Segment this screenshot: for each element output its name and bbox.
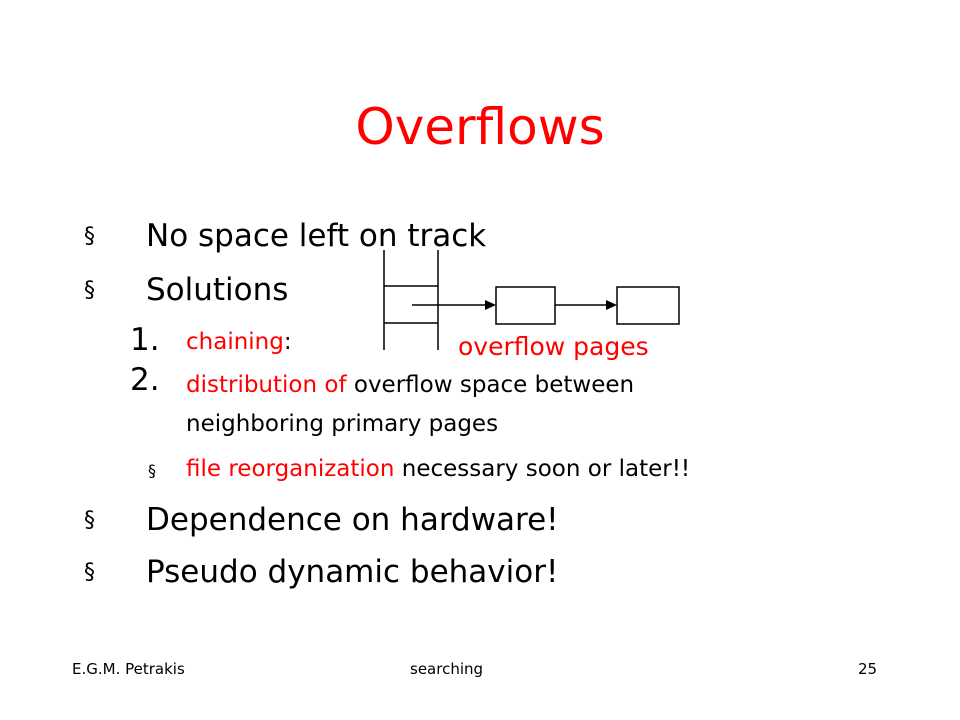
bullet-hardware: Dependence on hardware!	[146, 502, 559, 538]
bullet-no-space: No space left on track	[146, 218, 487, 254]
bullet-icon: §	[84, 224, 95, 249]
solution-chaining-colon: :	[283, 329, 292, 355]
bullet-pseudo-dynamic: Pseudo dynamic behavior!	[146, 554, 559, 590]
footer-topic: searching	[410, 660, 484, 678]
overflow-page-1	[496, 287, 555, 324]
bullet-icon: §	[84, 560, 95, 585]
solution-number: 2.	[130, 362, 160, 398]
overflow-page-2	[617, 287, 679, 324]
solution-distribution-term: distribution of	[186, 372, 347, 398]
footer-page-number: 25	[858, 660, 878, 678]
sub-bullet-rest: necessary soon or later!!	[394, 456, 691, 482]
chain-arrowhead-1	[485, 300, 496, 310]
solution-distribution-rest: overflow space between	[346, 372, 635, 398]
solution-number: 1.	[130, 322, 160, 358]
footer-author: E.G.M. Petrakis	[72, 660, 185, 678]
bullet-icon: §	[84, 508, 95, 533]
sub-bullet-icon: §	[148, 461, 156, 480]
slide-title: Overflows	[355, 98, 605, 156]
sub-bullet-term: file reorganization	[186, 456, 395, 482]
bullet-solutions: Solutions	[146, 272, 289, 308]
bullet-icon: §	[84, 278, 95, 303]
solution-distribution-line2: neighboring primary pages	[186, 411, 499, 437]
solution-chaining-term: chaining	[186, 329, 284, 355]
chain-arrowhead-2	[606, 300, 617, 310]
overflow-pages-label: overflow pages	[458, 332, 649, 361]
